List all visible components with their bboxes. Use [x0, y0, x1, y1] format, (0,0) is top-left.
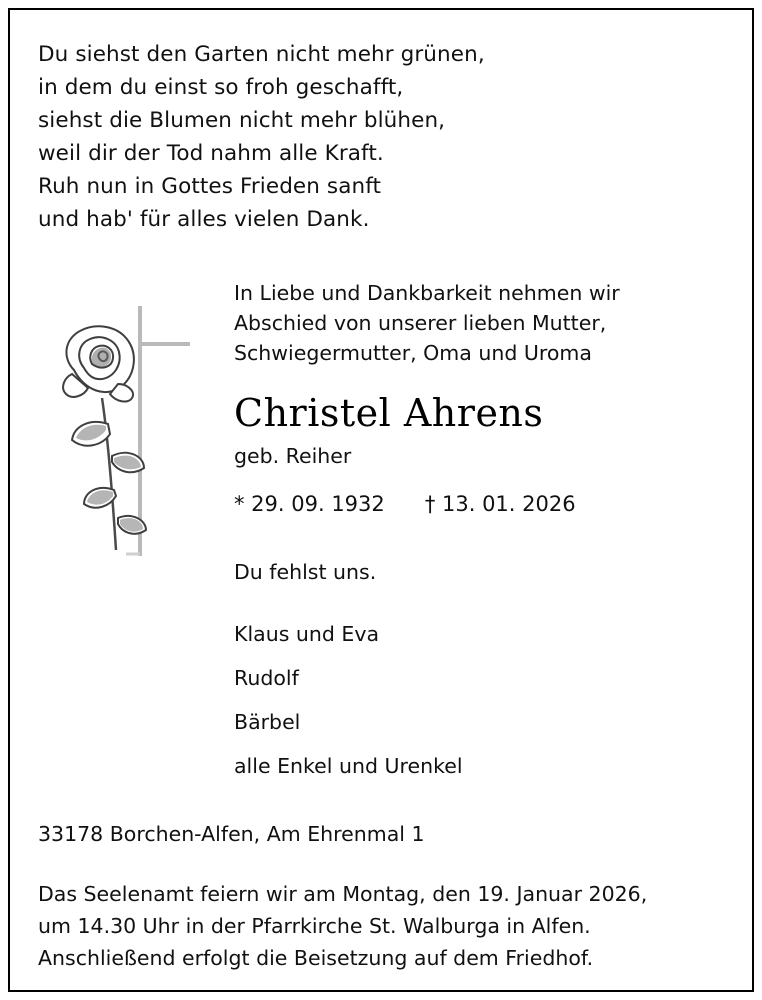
memorial-section [38, 278, 724, 788]
poem-line: und hab' für alles vielen Dank. [38, 207, 370, 232]
poem-line: Du siehst den Garten nicht mehr grünen, [38, 42, 485, 67]
survivor-item: Klaus und Eva [234, 622, 380, 646]
service-line: um 14.30 Uhr in der Pfarrkirche St. Walburga in Alfen. [38, 914, 591, 938]
deceased-maiden-name: geb. Reiher [234, 444, 352, 468]
address-line: 33178 Borchen-Alfen, Am Ehrenmal 1 [38, 822, 425, 846]
rose-with-cross-icon [44, 278, 224, 568]
deceased-name: Christel Ahrens [234, 391, 544, 435]
survivor-item: Bärbel [234, 710, 301, 734]
intro-line: In Liebe und Dankbarkeit nehmen wir [234, 281, 620, 305]
poem-line: Ruh nun in Gottes Frieden sanft [38, 174, 382, 199]
memorial-text [234, 278, 724, 788]
notice-border [8, 8, 754, 992]
service-line: Das Seelenamt feiern wir am Montag, den 19. Januar 2026, [38, 882, 648, 906]
service-line: Anschließend erfolgt die Beisetzung auf dem Friedhof. [38, 946, 594, 970]
intro-line: Schwiegermutter, Oma und Uroma [234, 341, 592, 365]
intro-line: Abschied von unserer lieben Mutter, [234, 311, 607, 335]
notice-content [10, 10, 752, 990]
service-details [38, 878, 724, 974]
poem-line: weil dir der Tod nahm alle Kraft. [38, 141, 384, 166]
survivor-item: alle Enkel und Urenkel [234, 754, 463, 778]
poem-block [38, 38, 724, 236]
survivors-list [234, 612, 724, 788]
intro-block [234, 278, 724, 368]
survivor-item: Rudolf [234, 666, 299, 690]
mourning-statement: Du fehlst uns. [234, 560, 377, 584]
deceased-dates: * 29. 09. 1932 † 13. 01. 2026 [234, 492, 576, 516]
poem-line: siehst die Blumen nicht mehr blühen, [38, 108, 446, 133]
poem-line: in dem du einst so froh geschafft, [38, 75, 404, 100]
